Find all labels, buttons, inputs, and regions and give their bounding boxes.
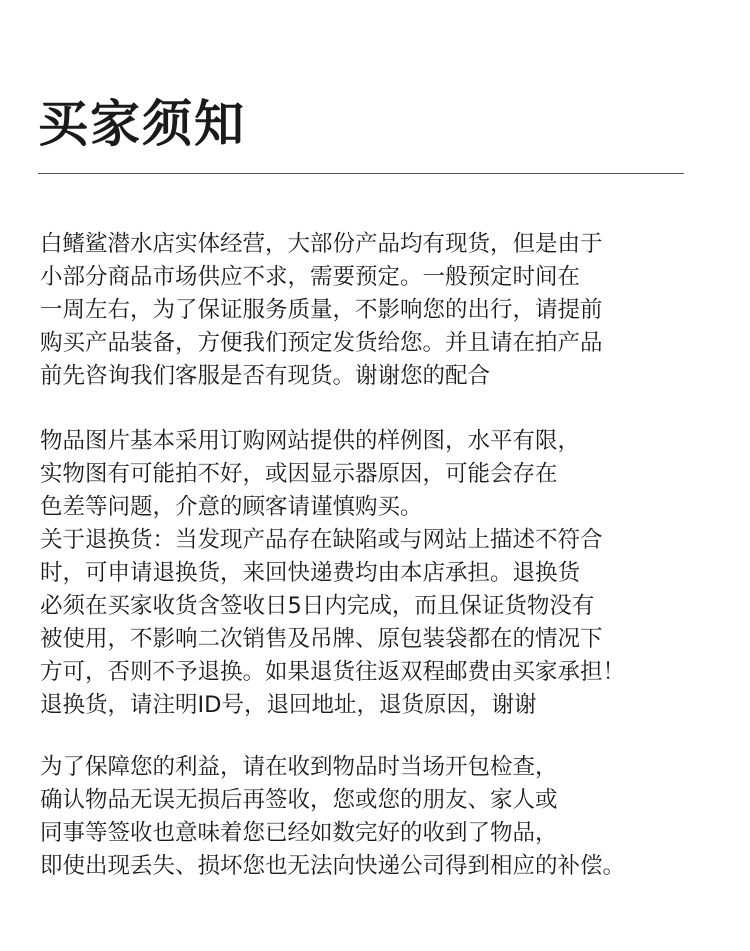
- text-line: 必须在买家收货含签收日5日内完成，而且保证货物没有: [40, 593, 595, 619]
- text-line: 即使出现丢失、损坏您也无法向快递公司得到相应的补偿。: [40, 853, 626, 879]
- text-line: 实物图有可能拍不好，或因显示器原因，可能会存在: [40, 461, 558, 487]
- text-line: 关于退换货：当发现产品存在缺陷或与网站上描述不符合: [40, 527, 603, 553]
- text-line: 确认物品无误无损后再签收，您或您的朋友、家人或: [40, 787, 558, 813]
- paragraph-preorder-notice: [40, 228, 603, 393]
- text-line: 方可，否则不予退换。如果退货往返双程邮费由买家承担！: [40, 659, 626, 685]
- text-line: 白鳍鲨潜水店实体经营，大部份产品均有现货，但是由于: [40, 231, 603, 257]
- text-line: 一周左右，为了保证服务质量，不影响您的出行，请提前: [40, 297, 603, 323]
- title-divider: [38, 173, 684, 174]
- text-line: 小部分商品市场供应不求，需要预定。一般预定时间在: [40, 264, 581, 290]
- page-title: 买家须知: [38, 95, 246, 153]
- text-line: 同事等签收也意味着您已经如数完好的收到了物品，: [40, 820, 558, 846]
- text-line: 为了保障您的利益，请在收到物品时当场开包检查，: [40, 754, 558, 780]
- text-line: 时，可申请退换货，来回快递费均由本店承担。退换货: [40, 560, 581, 586]
- text-line: 被使用，不影响二次销售及吊牌、原包装袋都在的情况下: [40, 626, 603, 652]
- text-line: 购买产品装备，方便我们预定发货给您。并且请在拍产品: [40, 330, 603, 356]
- text-line: 色差等问题，介意的顾客请谨慎购买。: [40, 494, 423, 520]
- text-line: 物品图片基本采用订购网站提供的样例图，水平有限，: [40, 428, 581, 454]
- text-line: 退换货，请注明ID号，退回地址，退货原因，谢谢: [40, 692, 537, 718]
- text-line: 前先咨询我们客服是否有现货。谢谢您的配合: [40, 363, 491, 389]
- paragraph-delivery-inspection: [40, 751, 625, 883]
- paragraph-images-and-returns: [40, 425, 625, 722]
